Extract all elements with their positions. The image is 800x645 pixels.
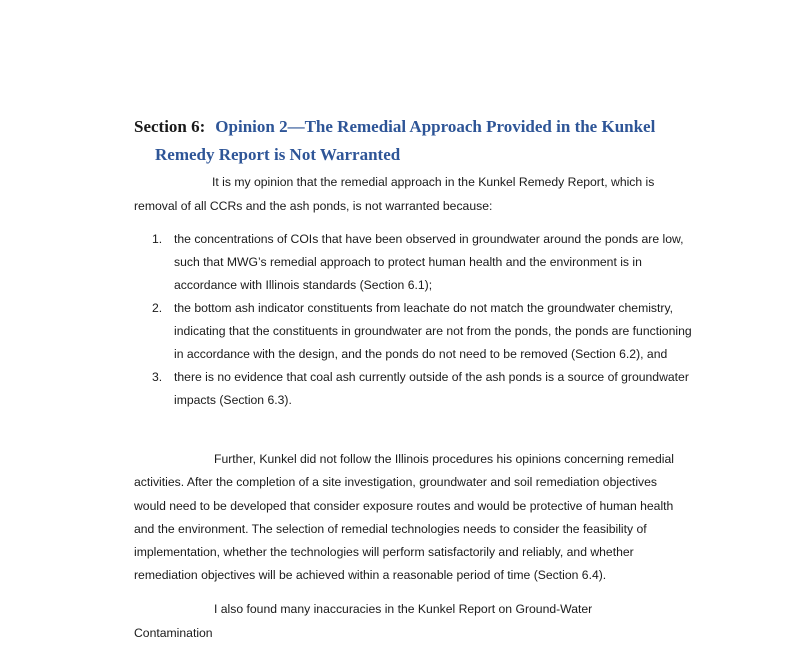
list-item-text: the concentrations of COIs that have been observed in groundwater around the ponds are low, such that MWG’s remedial approach to protect human health and the environment is in accordance with Illinois standards (Section 6.1); bbox=[174, 232, 684, 293]
list-item-number: 1. bbox=[152, 232, 163, 246]
list-item-number: 3. bbox=[152, 370, 163, 385]
intro-paragraph: It is my opinion that the remedial approach in the Kunkel Remedy Report, which is removal of all CCRs and the ash ponds, is not warranted because: bbox=[134, 175, 655, 213]
section-heading bbox=[134, 113, 734, 169]
list-item-text: there is no evidence that coal ash currently outside of the ash ponds is a source of groundwater impacts (Section 6.3). bbox=[174, 370, 689, 408]
section-number: Section 6: bbox=[134, 117, 206, 136]
list-item-text: the bottom ash indicator constituents from leachate do not match the groundwater chemistry, indicating that the constituents in groundwater are not from the ponds, the ponds are functioning in accordance with the design, and the ponds do not need to be removed (Section 6.2), and bbox=[174, 300, 692, 362]
section-title-line-1: Opinion 2—The Remedial Approach Provided in the Kunkel bbox=[215, 117, 656, 136]
body-paragraph: Further, Kunkel did not follow the Illinois procedures his opinions concerning remedial activities. After the completion of a site investigation, groundwater and soil remediation objectives would need to be developed that consider exposure routes and would be protective of human health and the environment. The selection of remedial technologies needs to consider the feasibility of implementation, whether the technologies will perform satisfactorily and reliably, and whether remediation objectives will be achieved within a reasonable period of time (Section 6.4). bbox=[134, 452, 674, 583]
opinion-reasons-list bbox=[134, 228, 694, 413]
list-item bbox=[134, 366, 694, 412]
list-item-number: 2. bbox=[152, 300, 163, 315]
section-title-line-2: Remedy Report is Not Warranted bbox=[155, 145, 401, 164]
body-paragraph-cutoff: I also found many inaccuracies in the Kunkel Report on Ground-Water Contamination bbox=[134, 602, 593, 640]
list-item bbox=[134, 297, 694, 367]
list-item bbox=[134, 228, 694, 298]
